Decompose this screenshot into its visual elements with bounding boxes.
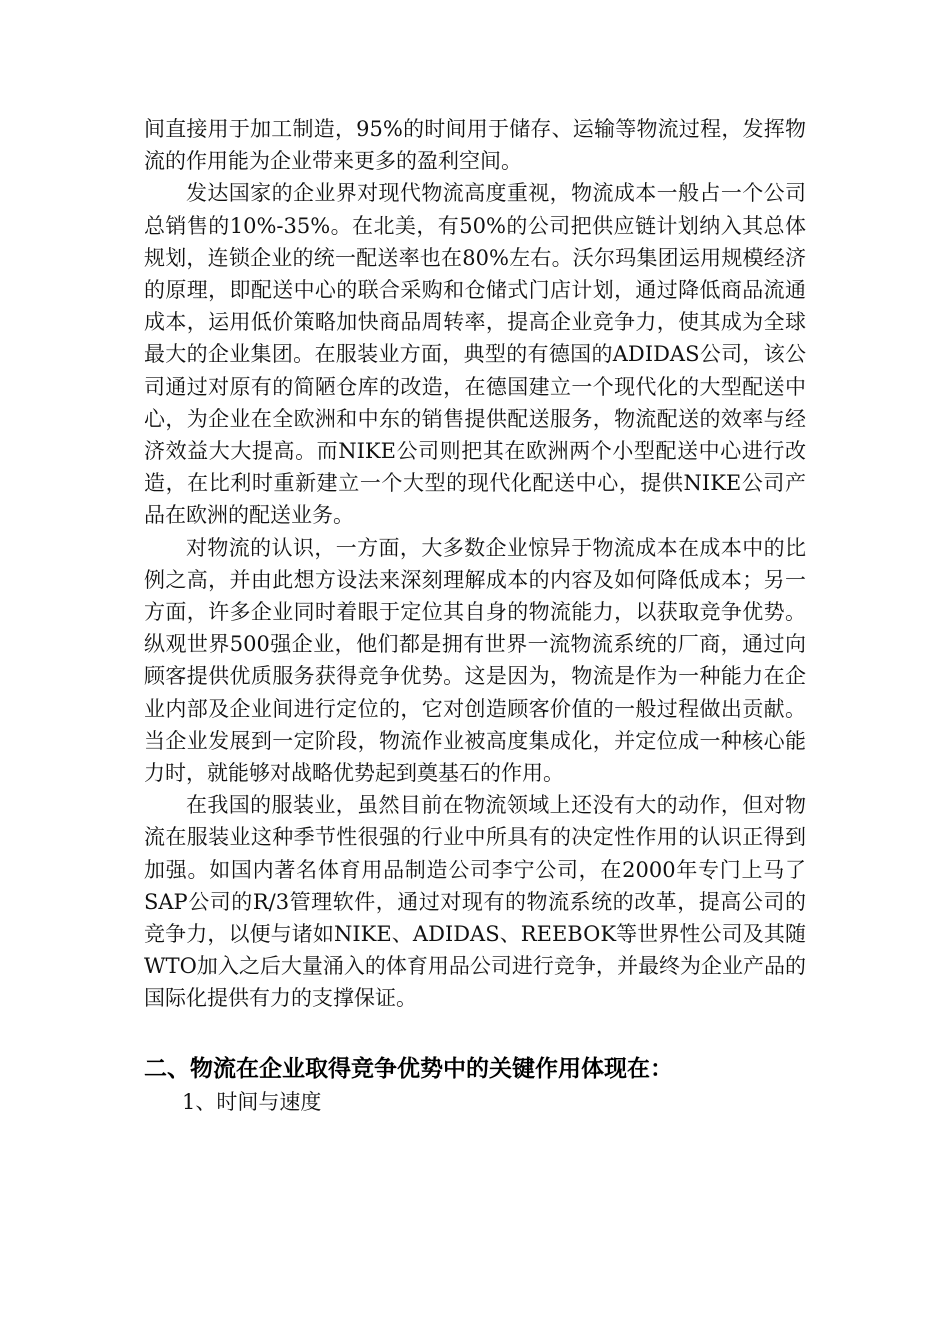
- paragraph-china-apparel: 在我国的服装业，虽然目前在物流领域上还没有大的动作，但对物流在服装业这种季节性很强的行业中所具有的决定性作用的认识正得到加强。如国内著名体育用品制造公司李宁公司，在2000年专门上马了SAP公司的R/3管理软件，通过对现有的物流系统的改革，提高公司的竞争力，以便与诸如NIKE、ADIDAS、REEBOK等世界性公司及其随WTO加入之后大量涌入的体育用品公司进行竞争，并最终为企业产品的国际化提供有力的支撑保证。: [144, 793, 806, 1011]
- paragraph-developed-countries: 发达国家的企业界对现代物流高度重视，物流成本一般占一个公司总销售的10%-35%。在北美，有50%的公司把供应链计划纳入其总体规划，连锁企业的统一配送率也在80%左右。沃尔玛集团运用规模经济的原理，即配送中心的联合采购和仓储式门店计划，通过降低商品流通成本，运用低价策略加快商品周转率，提高企业竞争力，使其成为全球最大的企业集团。在服装业方面，典型的有德国的ADIDAS公司，该公司通过对原有的简陋仓库的改造，在德国建立一个现代化的大型配送中心，为企业在全欧洲和中东的销售提供配送服务，物流配送的效率与经济效益大大提高。而NIKE公司则把其在欧洲两个小型配送中心进行改造，在比利时重新建立一个大型的现代化配送中心，提供NIKE公司产品在欧洲的配送业务。: [144, 181, 806, 528]
- section-heading: 二、物流在企业取得竞争优势中的关键作用体现在：: [144, 1055, 673, 1082]
- paragraph-logistics-understanding: 对物流的认识，一方面，大多数企业惊异于物流成本在成本中的比例之高，并由此想方设法来深刻理解成本的内容及如何降低成本；另一方面，许多企业同时着眼于定位其自身的物流能力，以获取竞争优势。纵观世界500强企业，他们都是拥有世界一流物流系统的厂商，通过向顾客提供优质服务获得竞争优势。这是因为，物流是作为一种能力在企业内部及企业间进行定位的，它对创造顾客价值的一般过程做出贡献。当企业发展到一定阶段，物流作业被高度集成化，并定位成一种核心能力时，就能够对战略优势起到奠基石的作用。: [144, 535, 806, 786]
- subsection-heading: 1、时间与速度: [182, 1089, 322, 1114]
- document-body: [144, 113, 806, 1118]
- paragraph-continued: 间直接用于加工制造，95%的时间用于储存、运输等物流过程，发挥物流的作用能为企业带来更多的盈利空间。: [144, 117, 806, 174]
